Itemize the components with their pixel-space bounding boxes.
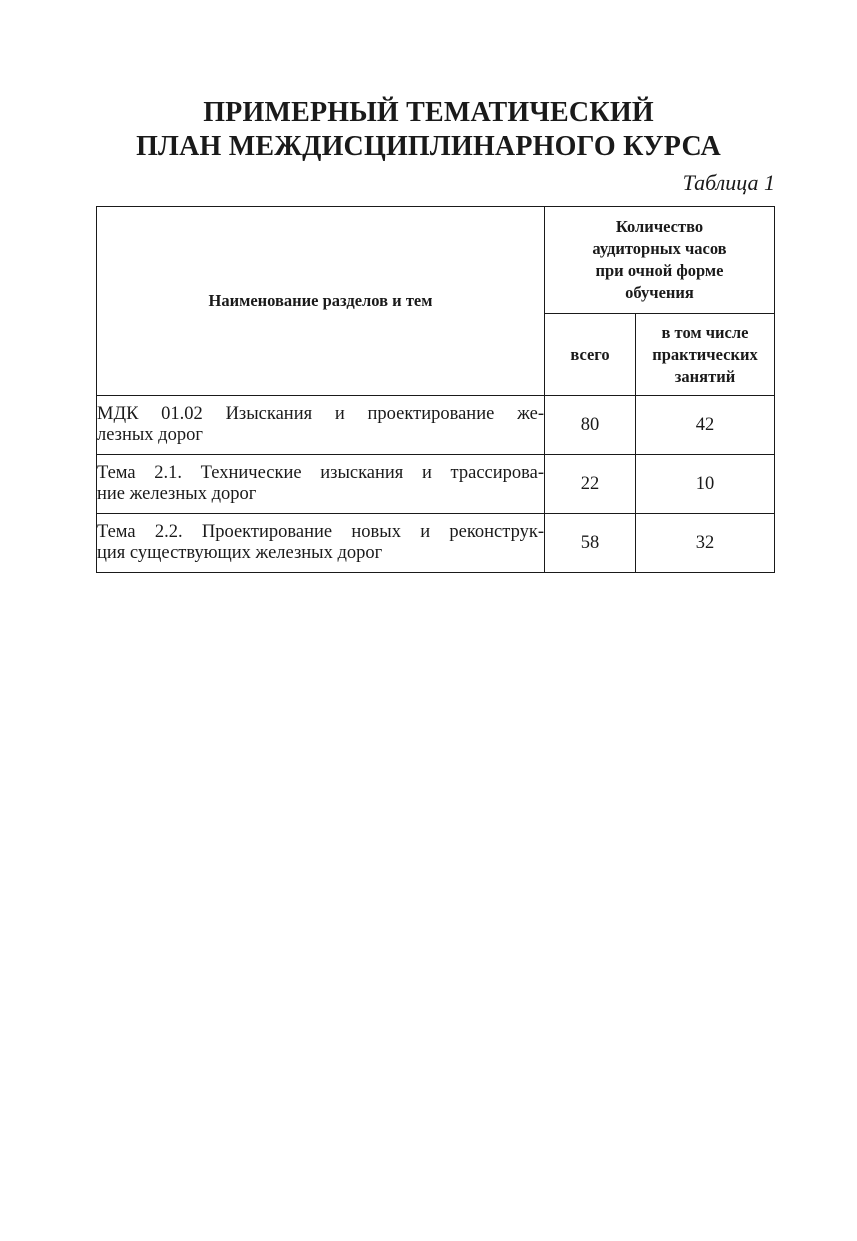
section-name-line: ция существующих железных дорог xyxy=(97,543,383,563)
page-title xyxy=(0,96,857,164)
practical-hours-cell: 42 xyxy=(636,396,775,455)
practical-hours-cell: 10 xyxy=(636,455,775,514)
total-hours-cell: 80 xyxy=(545,396,636,455)
section-name-cell xyxy=(97,396,545,455)
header-hours-line: аудиторных часов xyxy=(592,239,727,258)
practical-hours-cell: 32 xyxy=(636,514,775,573)
section-name-line: ние железных дорог xyxy=(97,484,257,504)
total-hours-cell: 58 xyxy=(545,514,636,573)
header-hours-line: Количество xyxy=(615,217,704,236)
page-title-line-1: ПРИМЕРНЫЙ ТЕМАТИЧЕСКИЙ xyxy=(203,97,654,128)
header-hours-line: при очной форме xyxy=(595,261,724,280)
section-name-cell xyxy=(97,455,545,514)
table-row xyxy=(97,455,775,514)
header-total: всего xyxy=(545,314,636,396)
thematic-plan-table xyxy=(96,206,775,573)
section-name-cell xyxy=(97,514,545,573)
header-practical xyxy=(636,314,775,396)
header-section-name: Наименование разделов и тем xyxy=(97,207,545,396)
header-practical-line: в том числе xyxy=(661,322,749,342)
header-hours-group xyxy=(545,207,775,314)
table-row xyxy=(97,514,775,573)
section-name-line: Тема 2.1. Технические изыскания и трассирова- xyxy=(97,463,544,483)
header-practical-line: практических xyxy=(652,344,758,364)
header-hours-line: обучения xyxy=(625,283,694,302)
total-hours-cell: 22 xyxy=(545,455,636,514)
table-caption: Таблица 1 xyxy=(682,170,775,195)
header-practical-line: занятий xyxy=(674,366,736,386)
table-row xyxy=(97,396,775,455)
section-name-line: МДК 01.02 Изыскания и проектирование же- xyxy=(97,404,544,424)
section-name-line: Тема 2.2. Проектирование новых и реконструк- xyxy=(97,522,544,542)
page-title-line-2: ПЛАН МЕЖДИСЦИПЛИНАРНОГО КУРСА xyxy=(136,131,721,162)
section-name-line: лезных дорог xyxy=(97,425,203,445)
